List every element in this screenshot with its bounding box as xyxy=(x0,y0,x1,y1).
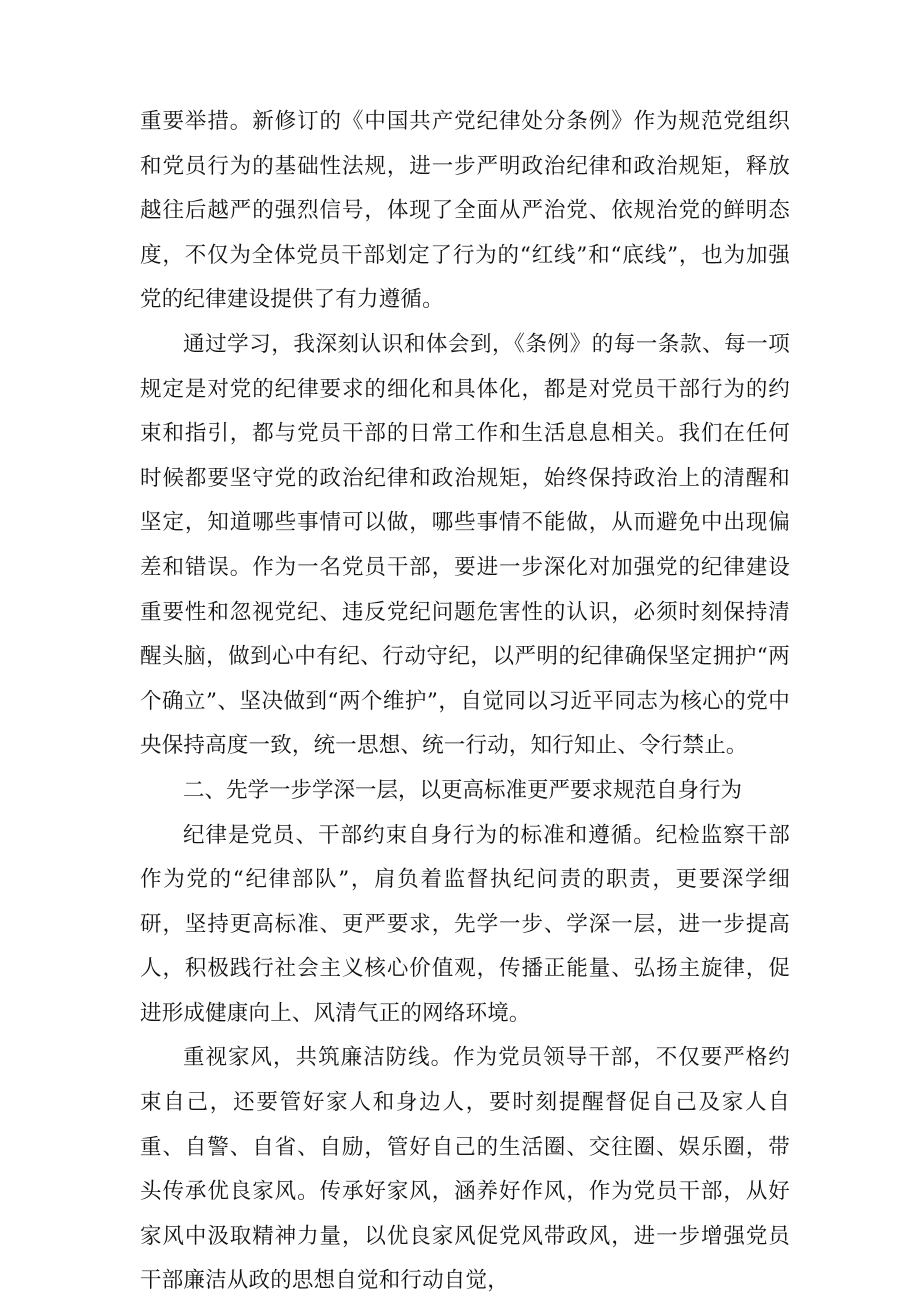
paragraph-study-reflection: 通过学习，我深刻认识和体会到，《条例》的每一条款、每一项规定是对党的纪律要求的细化和具体化，都是对党员干部行为的约束和指引，都与党员干部的日常工作和生活息息相关。我们在任何时候都要坚守党的政治纪律和政治规矩，始终保持政治上的清醒和坚定，知道哪些事情可以做，哪些事情不能做，从而避免中出现偏差和错误。作为一名党员干部，要进一步深化对加强党的纪律建设重要性和忽视党纪、违反党纪问题危害性的认识，必须时刻保持清醒头脑，做到心中有纪、行动守纪，以严明的纪律确保坚定拥护“两个确立”、坚决做到“两个维护”，自觉同以习近平同志为核心的党中央保持高度一致，统一思想、统一行动，知行知止、令行禁止。 xyxy=(140,331,790,759)
document-body xyxy=(140,100,790,1304)
paragraph-discipline-standard: 纪律是党员、干部约束自身行为的标准和遵循。纪检监察干部作为党的“纪律部队”，肩负着监督执纪问责的职责，更要深学细研，坚持更高标准、更严要求，先学一步、学深一层，进一步提高人，积极践行社会主义核心价值观，传播正能量、弘扬主旋律，促进形成健康向上、风清气正的网络环境。 xyxy=(140,822,790,1026)
section-heading-2: 二、先学一步学深一层，以更高标准更严要求规范自身行为 xyxy=(183,777,743,803)
paragraph-family-style: 重视家风，共筑廉洁防线。作为党员领导干部，不仅要严格约束自己，还要管好家人和身边人，要时刻提醒督促自己及家人自重、自警、自省、自励，管好自己的生活圈、交往圈、娱乐圈，带头传承优良家风。传承好家风，涵养好作风，作为党员干部，从好家风中汲取精神力量，以优良家风促党风带政风，进一步增强党员干部廉洁从政的思想自觉和行动自觉， xyxy=(140,1045,790,1294)
paragraph-intro-continuation: 重要举措。新修订的《中国共产党纪律处分条例》作为规范党组织和党员行为的基础性法规，进一步严明政治纪律和政治规矩，释放越往后越严的强烈信号，体现了全面从严治党、依规治党的鲜明态度，不仅为全体党员干部划定了行为的“红线”和“底线”，也为加强党的纪律建设提供了有力遵循。 xyxy=(140,109,790,313)
